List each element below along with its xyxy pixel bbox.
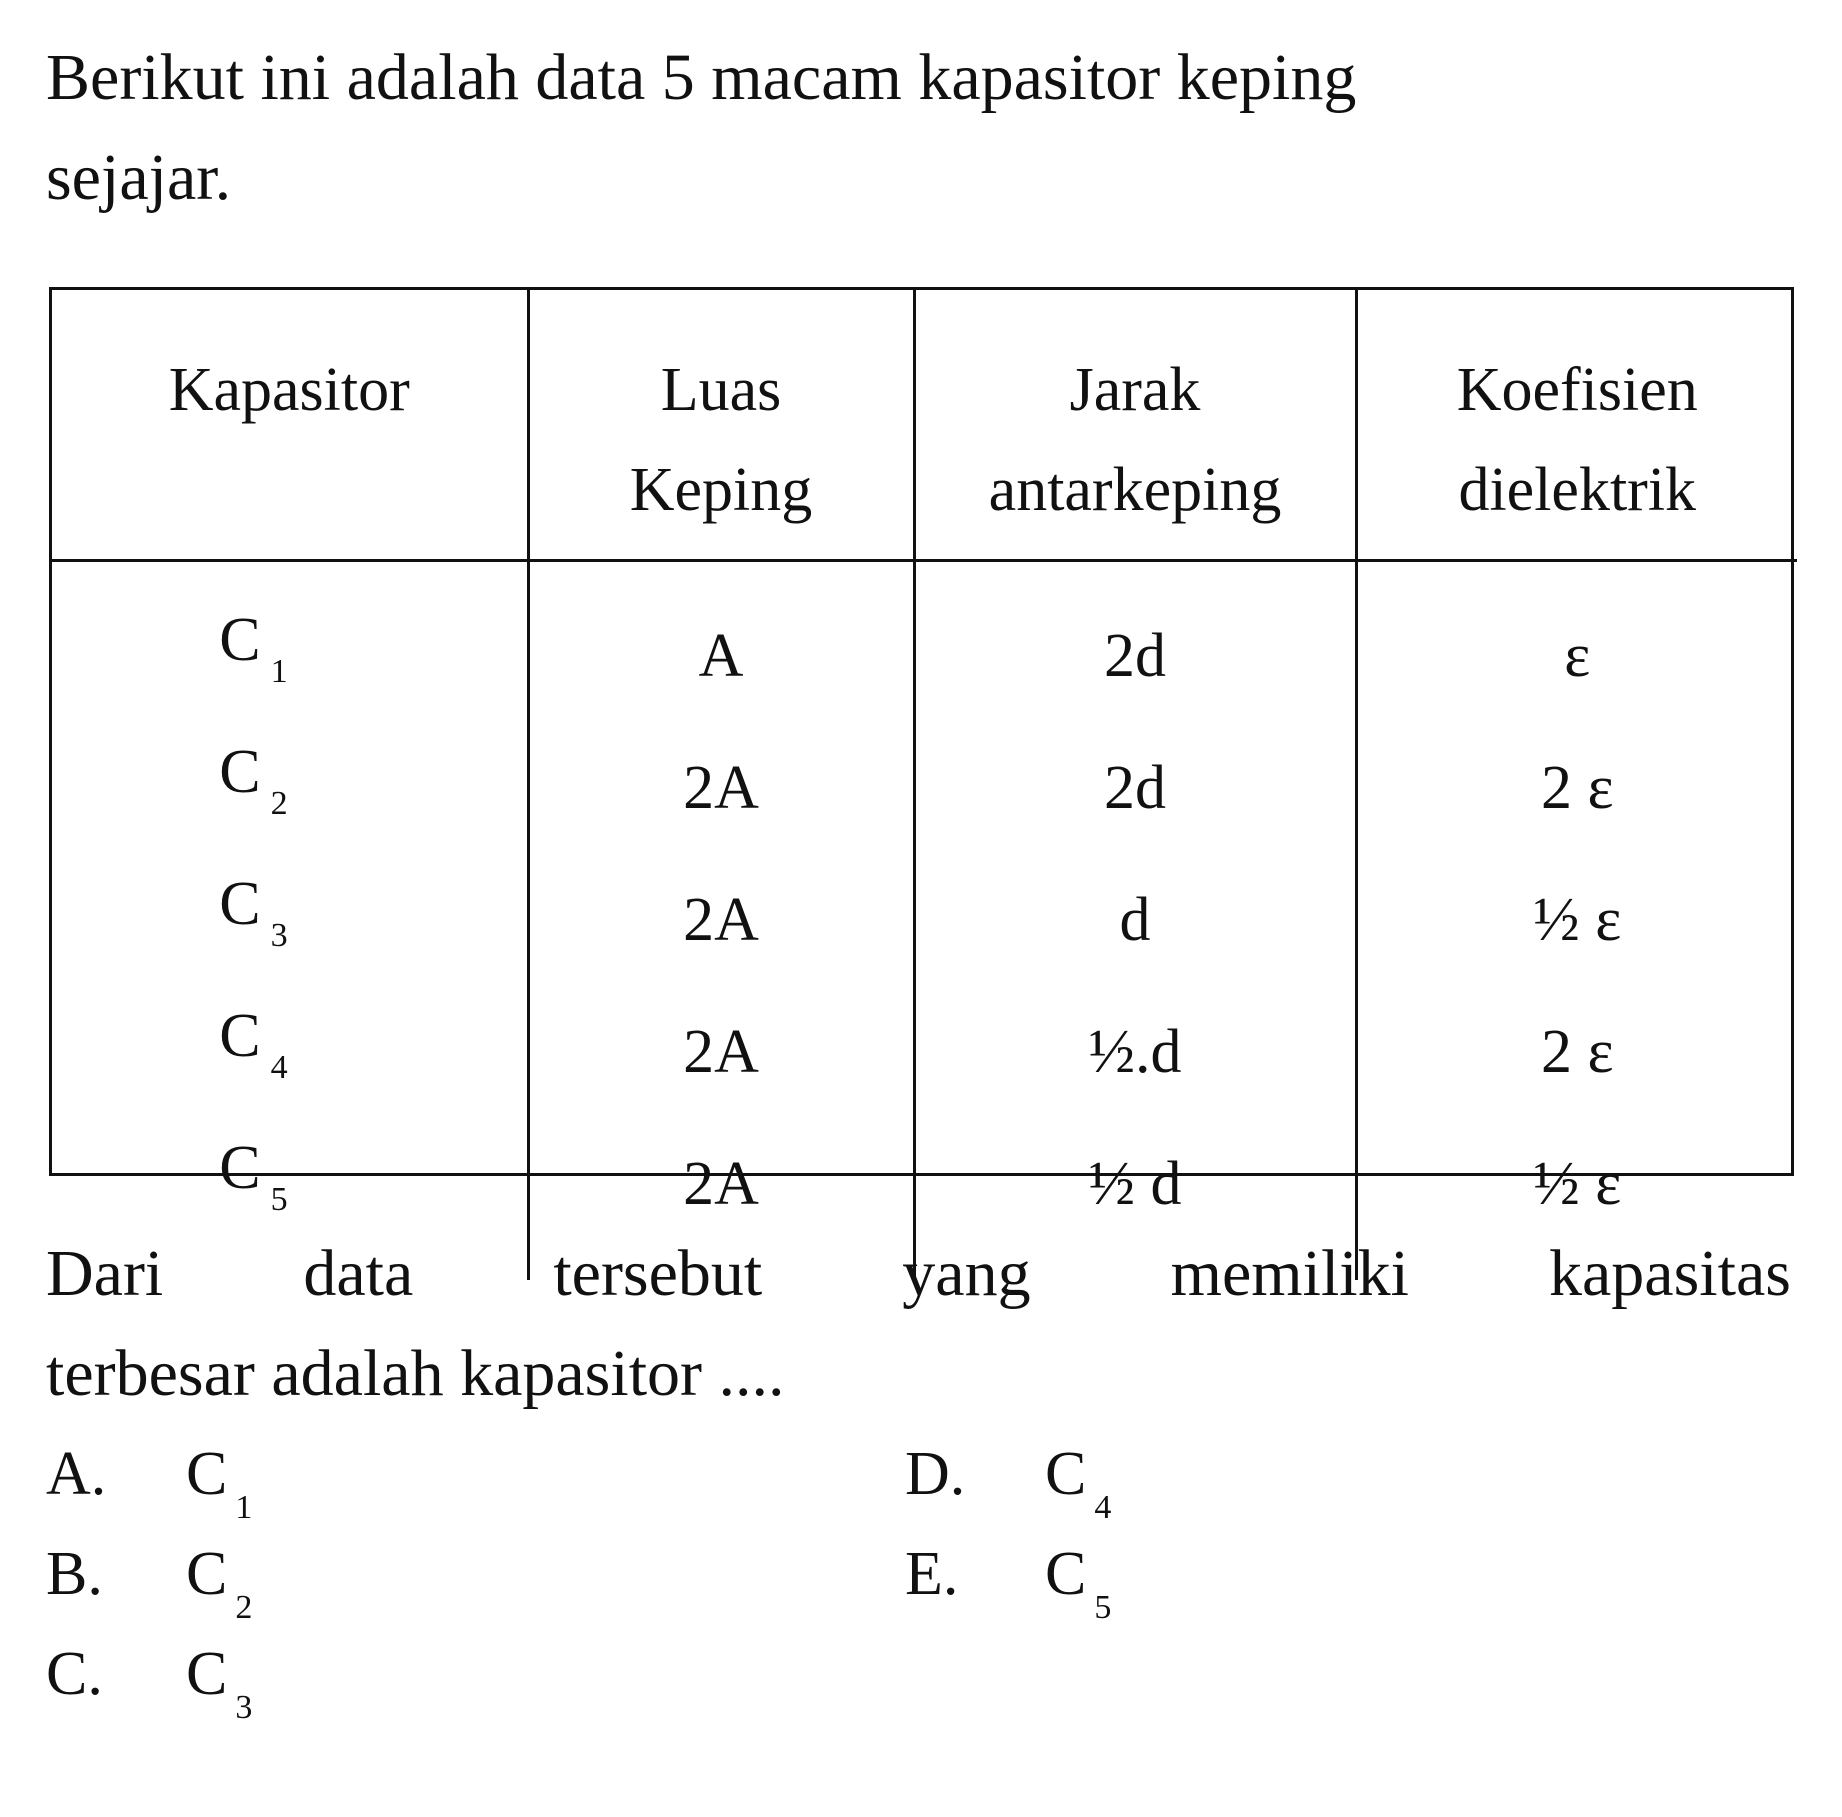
capacitor-table — [49, 287, 1794, 1218]
capacitor-symbol: C — [219, 1001, 261, 1070]
cell-distance: 2d — [914, 560, 1356, 722]
cell-area: 2A — [528, 722, 914, 854]
option-letter: D. — [905, 1440, 966, 1508]
cell-coefficient: 2 ε — [1356, 722, 1797, 854]
option-subscript: 5 — [1094, 1589, 1112, 1626]
table-row — [52, 722, 1797, 854]
header-luas-keping — [528, 290, 914, 560]
option-e[interactable] — [905, 1534, 1111, 1648]
option-letter: B. — [46, 1540, 103, 1608]
option-subscript: 4 — [1094, 1489, 1112, 1526]
question-word: memiliki — [1170, 1237, 1409, 1310]
capacitor-subscript: 3 — [270, 916, 288, 954]
table-header-row — [52, 290, 1797, 560]
header-label: antarkeping — [988, 456, 1282, 524]
cell-area: 2A — [528, 1118, 914, 1280]
question-word: data — [303, 1237, 414, 1310]
option-capacitor: C — [1045, 1540, 1087, 1608]
option-letter: C. — [46, 1640, 103, 1708]
header-label: Kapasitor — [168, 356, 410, 424]
header-jarak-antarkeping — [914, 290, 1356, 560]
cell-coefficient: ½ ε — [1356, 1118, 1797, 1280]
intro-line-1: Berikut ini adalah data 5 macam kapasitor keping — [46, 41, 1357, 114]
cell-capacitor — [52, 854, 528, 986]
table-row — [52, 560, 1797, 722]
capacitor-symbol: C — [219, 869, 261, 938]
option-subscript: 1 — [235, 1489, 253, 1526]
option-subscript: 2 — [235, 1589, 253, 1626]
cell-area: 2A — [528, 986, 914, 1118]
option-letter: A. — [46, 1440, 107, 1508]
table-row — [52, 854, 1797, 986]
option-capacitor: C — [186, 1440, 228, 1508]
question-text — [46, 1224, 1791, 1424]
capacitor-subscript: 5 — [270, 1180, 288, 1218]
cell-area: 2A — [528, 854, 914, 986]
capacitor-subscript: 1 — [270, 652, 288, 690]
option-capacitor: C — [1045, 1440, 1087, 1508]
header-label: Jarak — [1069, 356, 1201, 424]
cell-distance: d — [914, 854, 1356, 986]
question-word: tersebut — [553, 1237, 763, 1310]
option-b[interactable] — [46, 1534, 252, 1648]
capacitor-subscript: 4 — [270, 1048, 288, 1086]
option-subscript: 3 — [235, 1689, 253, 1726]
question-line-2: terbesar adalah kapasitor .... — [46, 1337, 785, 1410]
question-word: kapasitas — [1549, 1237, 1791, 1310]
header-kapasitor — [52, 290, 528, 560]
table-row — [52, 986, 1797, 1118]
option-letter: E. — [905, 1540, 959, 1608]
question-word: Dari — [46, 1237, 164, 1310]
header-label: Keping — [629, 456, 813, 524]
cell-capacitor — [52, 560, 528, 722]
cell-coefficient: ½ ε — [1356, 854, 1797, 986]
option-d[interactable] — [905, 1434, 1111, 1548]
header-koefisien-dielektrik — [1356, 290, 1797, 560]
capacitor-subscript: 2 — [270, 784, 288, 822]
option-c[interactable] — [46, 1634, 252, 1748]
cell-distance: ½.d — [914, 986, 1356, 1118]
header-label: Luas — [660, 356, 782, 424]
cell-coefficient: ε — [1356, 560, 1797, 722]
header-label: Koefisien — [1456, 356, 1698, 424]
cell-distance: ½ d — [914, 1118, 1356, 1280]
header-label: dielektrik — [1458, 456, 1697, 524]
cell-capacitor — [52, 722, 528, 854]
capacitor-symbol: C — [219, 605, 261, 674]
option-capacitor: C — [186, 1640, 228, 1708]
intro-text — [46, 28, 1786, 228]
cell-coefficient: 2 ε — [1356, 986, 1797, 1118]
capacitor-symbol: C — [219, 737, 261, 806]
cell-area: A — [528, 560, 914, 722]
option-a[interactable] — [46, 1434, 252, 1548]
option-capacitor: C — [186, 1540, 228, 1608]
cell-capacitor — [52, 986, 528, 1118]
intro-line-2: sejajar. — [46, 141, 232, 214]
capacitor-symbol: C — [219, 1133, 261, 1202]
question-word: yang — [902, 1237, 1031, 1310]
question-line-1 — [46, 1224, 1791, 1324]
cell-distance: 2d — [914, 722, 1356, 854]
